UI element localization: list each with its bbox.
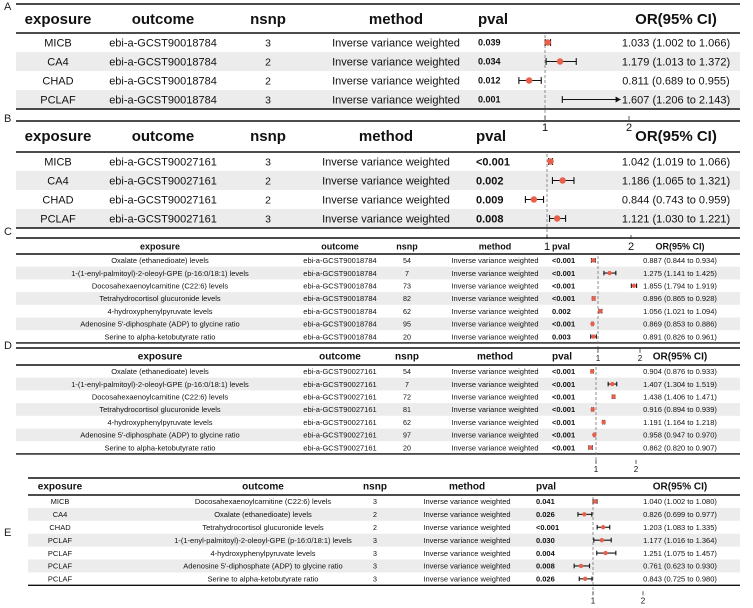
cell-nsnp: 3 bbox=[373, 536, 377, 545]
cell-pval: <0.001 bbox=[552, 392, 576, 402]
or-point bbox=[583, 577, 587, 581]
header-outcome: outcome bbox=[321, 241, 359, 252]
cell-outcome: ebi-a-GCST90027161 bbox=[109, 213, 217, 226]
cell-or-text: 1.607 (1.206 to 2.143) bbox=[621, 94, 731, 107]
cell-method: Inverse variance weighted bbox=[332, 56, 460, 69]
cell-nsnp: 3 bbox=[265, 157, 271, 169]
cell-outcome: ebi-a-GCST90018784 bbox=[303, 332, 377, 342]
cell-nsnp: 2 bbox=[373, 523, 377, 532]
forest-plot-a bbox=[0, 0, 753, 134]
or-point bbox=[582, 512, 586, 516]
cell-pval: 0.026 bbox=[536, 574, 555, 584]
cell-pval: <0.001 bbox=[552, 367, 576, 377]
cell-exposure: CHAD bbox=[42, 194, 74, 207]
cell-or-text: 1.855 (1.794 to 1.919) bbox=[643, 281, 717, 291]
cell-or-text: 0.843 (0.725 to 0.980) bbox=[643, 574, 717, 584]
cell-pval: 0.008 bbox=[476, 213, 504, 226]
header-method: method bbox=[358, 128, 414, 146]
cell-or-text: 1.191 (1.164 to 1.218) bbox=[643, 417, 717, 427]
header-or: OR(95% CI) bbox=[635, 128, 717, 146]
cell-method: Inverse variance weighted bbox=[322, 213, 450, 226]
header-exposure: exposure bbox=[139, 241, 181, 252]
cell-exposure: Adenosine 5'-diphosphate (ADP) to glycine ratio bbox=[80, 430, 240, 440]
cell-nsnp: 62 bbox=[403, 418, 411, 427]
or-point bbox=[590, 369, 594, 373]
cell-outcome: ebi-a-GCST90018784 bbox=[109, 37, 217, 50]
cell-method: Inverse variance weighted bbox=[423, 497, 511, 507]
cell-pval: <0.001 bbox=[536, 522, 560, 532]
or-point bbox=[557, 58, 563, 64]
cell-outcome: Tetrahydrocortisol glucuronide levels bbox=[202, 522, 324, 532]
cell-outcome: ebi-a-GCST90027161 bbox=[303, 405, 377, 415]
cell-or-text: 0.869 (0.853 to 0.886) bbox=[643, 319, 717, 329]
cell-exposure: CA4 bbox=[52, 510, 68, 520]
or-point bbox=[601, 420, 605, 424]
cell-or-text: 1.275 (1.141 to 1.425) bbox=[643, 268, 717, 278]
header-nsnp: nsnp bbox=[396, 241, 418, 252]
cell-exposure: PCLAF bbox=[40, 213, 76, 226]
cell-nsnp: 3 bbox=[265, 95, 271, 107]
cell-outcome: Oxalate (ethanedioate) levels bbox=[214, 510, 312, 520]
cell-method: Inverse variance weighted bbox=[423, 535, 511, 545]
cell-or-text: 0.916 (0.894 to 0.939) bbox=[643, 405, 717, 415]
cell-method: Inverse variance weighted bbox=[451, 319, 539, 329]
header-exposure: exposure bbox=[24, 11, 92, 29]
cell-pval: 0.009 bbox=[476, 194, 504, 207]
or-point bbox=[601, 525, 605, 529]
cell-exposure: MICB bbox=[44, 37, 72, 50]
cell-nsnp: 72 bbox=[403, 393, 411, 402]
panel-d bbox=[0, 338, 753, 474]
cell-method: Inverse variance weighted bbox=[451, 379, 539, 389]
cell-outcome: ebi-a-GCST90027161 bbox=[303, 430, 377, 440]
cell-method: Inverse variance weighted bbox=[423, 574, 511, 584]
axis-tick-label: 1 bbox=[541, 122, 549, 134]
cell-exposure: Tetrahydrocortisol glucuronide levels bbox=[99, 294, 221, 304]
cell-exposure: Oxalate (ethanedioate) levels bbox=[111, 256, 209, 266]
cell-method: Inverse variance weighted bbox=[451, 367, 539, 377]
cell-exposure: Oxalate (ethanedioate) levels bbox=[111, 367, 209, 377]
header-nsnp: nsnp bbox=[250, 128, 286, 146]
cell-nsnp: 3 bbox=[373, 498, 377, 507]
cell-nsnp: 97 bbox=[403, 431, 411, 440]
cell-or-text: 1.186 (1.065 to 1.321) bbox=[621, 175, 731, 188]
or-point bbox=[526, 77, 532, 83]
header-pval: pval bbox=[552, 241, 571, 252]
header-pval: pval bbox=[552, 351, 573, 363]
header-method: method bbox=[478, 241, 512, 252]
cell-or-text: 0.761 (0.623 to 0.930) bbox=[643, 561, 717, 571]
cell-method: Inverse variance weighted bbox=[332, 37, 460, 50]
cell-exposure: Docosahexaenoylcarnitine (C22:6) levels bbox=[91, 281, 229, 291]
cell-outcome: ebi-a-GCST90027161 bbox=[303, 392, 377, 402]
cell-outcome: ebi-a-GCST90018784 bbox=[109, 94, 217, 107]
cell-method: Inverse variance weighted bbox=[451, 281, 539, 291]
cell-method: Inverse variance weighted bbox=[322, 175, 450, 188]
or-point bbox=[591, 258, 595, 262]
or-point bbox=[603, 551, 607, 555]
cell-or-text: 1.177 (1.016 to 1.364) bbox=[643, 535, 717, 545]
panel-label: E bbox=[4, 527, 12, 539]
cell-outcome: ebi-a-GCST90027161 bbox=[109, 156, 217, 169]
cell-exposure: CHAD bbox=[49, 522, 71, 532]
header-nsnp: nsnp bbox=[250, 11, 286, 29]
cell-method: Inverse variance weighted bbox=[332, 94, 460, 107]
axis-tick-label: 1 bbox=[593, 464, 599, 474]
cell-nsnp: 81 bbox=[403, 406, 411, 415]
or-point bbox=[593, 499, 597, 503]
cell-outcome: ebi-a-GCST90027161 bbox=[303, 443, 377, 453]
cell-outcome: 1-(1-enyl-palmitoyl)-2-oleoyl-GPE (p-16:0/18:1) levels bbox=[174, 535, 352, 545]
cell-nsnp: 3 bbox=[265, 214, 271, 226]
cell-pval: 0.002 bbox=[476, 175, 504, 188]
header-method: method bbox=[368, 11, 424, 29]
cell-outcome: ebi-a-GCST90027161 bbox=[303, 379, 377, 389]
cell-method: Inverse variance weighted bbox=[322, 156, 450, 169]
or-point bbox=[590, 322, 594, 326]
row-stripe bbox=[28, 534, 740, 547]
cell-outcome: ebi-a-GCST90018784 bbox=[303, 268, 377, 278]
cell-method: Inverse variance weighted bbox=[451, 268, 539, 278]
cell-method: Inverse variance weighted bbox=[423, 510, 511, 520]
axis-tick-label: 1 bbox=[543, 241, 551, 253]
panel-a bbox=[0, 0, 753, 134]
cell-or-text: 1.033 (1.002 to 1.066) bbox=[621, 37, 731, 50]
header-or: OR(95% CI) bbox=[652, 351, 708, 363]
or-point bbox=[579, 564, 583, 568]
cell-pval: 0.003 bbox=[552, 332, 571, 342]
axis-tick-label: 2 bbox=[625, 122, 633, 134]
cell-or-text: 1.407 (1.304 to 1.519) bbox=[643, 379, 717, 389]
or-point bbox=[590, 407, 594, 411]
cell-nsnp: 2 bbox=[373, 511, 377, 520]
or-point bbox=[559, 177, 565, 183]
cell-nsnp: 54 bbox=[403, 368, 411, 377]
cell-pval: <0.001 bbox=[552, 281, 576, 291]
cell-nsnp: 73 bbox=[403, 282, 411, 291]
panel-label: B bbox=[4, 113, 12, 125]
cell-exposure: PCLAF bbox=[40, 94, 76, 107]
cell-or-text: 1.438 (1.406 to 1.471) bbox=[643, 392, 717, 402]
or-point bbox=[547, 158, 553, 164]
cell-exposure: 1-(1-enyl-palmitoyl)-2-oleoyl-GPE (p-16:0/18:1) levels bbox=[71, 379, 249, 389]
cell-method: Inverse variance weighted bbox=[451, 417, 539, 427]
cell-pval: 0.030 bbox=[536, 535, 555, 545]
panel-label: D bbox=[4, 340, 12, 352]
cell-exposure: Adenosine 5'-diphosphate (ADP) to glycine ratio bbox=[80, 319, 240, 329]
cell-pval: 0.008 bbox=[536, 561, 555, 571]
cell-exposure: PCLAF bbox=[47, 561, 73, 571]
cell-or-text: 0.844 (0.743 to 0.959) bbox=[621, 194, 731, 207]
header-exposure: exposure bbox=[37, 481, 83, 493]
header-pval: pval bbox=[478, 11, 509, 29]
header-or: OR(95% CI) bbox=[655, 241, 705, 252]
cell-nsnp: 3 bbox=[373, 549, 377, 558]
axis-tick-label: 2 bbox=[627, 241, 635, 253]
cell-nsnp: 2 bbox=[265, 76, 271, 88]
cell-exposure: MICB bbox=[44, 156, 72, 169]
forest-plot-c bbox=[0, 224, 753, 363]
cell-pval: 0.012 bbox=[478, 75, 501, 86]
cell-pval: <0.001 bbox=[552, 268, 576, 278]
cell-outcome: Docosahexaenoylcarnitine (C22:6) levels bbox=[194, 497, 332, 507]
cell-nsnp: 3 bbox=[373, 562, 377, 571]
header-pval: pval bbox=[536, 481, 557, 493]
cell-method: Inverse variance weighted bbox=[322, 194, 450, 207]
or-point bbox=[531, 196, 537, 202]
axis-tick-label: 1 bbox=[595, 353, 601, 363]
or-point bbox=[632, 284, 636, 288]
cell-outcome: Adenosine 5'-diphosphate (ADP) to glycine ratio bbox=[183, 561, 343, 571]
cell-or-text: 0.958 (0.947 to 0.970) bbox=[643, 430, 717, 440]
cell-nsnp: 2 bbox=[265, 195, 271, 207]
header-outcome: outcome bbox=[131, 128, 195, 146]
or-point bbox=[591, 296, 595, 300]
cell-nsnp: 3 bbox=[265, 38, 271, 50]
cell-outcome: ebi-a-GCST90027161 bbox=[303, 367, 377, 377]
cell-pval: <0.001 bbox=[476, 156, 510, 169]
cell-or-text: 0.826 (0.699 to 0.977) bbox=[643, 510, 717, 520]
axis-tick-label: 2 bbox=[637, 353, 643, 363]
cell-outcome: 4-hydroxyphenylpyruvate levels bbox=[210, 548, 316, 558]
cell-outcome: ebi-a-GCST90027161 bbox=[303, 417, 377, 427]
panel-b bbox=[0, 112, 753, 253]
header-outcome: outcome bbox=[319, 351, 361, 363]
header-pval: pval bbox=[476, 128, 507, 146]
cell-outcome: ebi-a-GCST90027161 bbox=[109, 175, 217, 188]
cell-exposure: PCLAF bbox=[47, 535, 73, 545]
or-point bbox=[607, 271, 611, 275]
cell-nsnp: 2 bbox=[265, 176, 271, 188]
cell-or-text: 1.203 (1.083 to 1.335) bbox=[643, 522, 717, 532]
cell-exposure: Docosahexaenoylcarnitine (C22:6) levels bbox=[91, 392, 229, 402]
or-point bbox=[554, 215, 560, 221]
row-stripe bbox=[28, 508, 740, 521]
header-method: method bbox=[448, 481, 486, 493]
cell-pval: <0.001 bbox=[552, 379, 576, 389]
header-method: method bbox=[476, 351, 514, 363]
cell-nsnp: 20 bbox=[403, 444, 411, 453]
cell-or-text: 0.887 (0.844 to 0.934) bbox=[643, 256, 717, 266]
cell-method: Inverse variance weighted bbox=[423, 548, 511, 558]
cell-exposure: 4-hydroxyphenylpyruvate levels bbox=[107, 417, 213, 427]
panel-label: C bbox=[4, 226, 12, 238]
cell-exposure: PCLAF bbox=[47, 574, 73, 584]
cell-nsnp: 82 bbox=[403, 295, 411, 304]
cell-or-text: 1.056 (1.021 to 1.094) bbox=[643, 306, 717, 316]
cell-exposure: CA4 bbox=[47, 175, 69, 188]
cell-method: Inverse variance weighted bbox=[423, 522, 511, 532]
cell-exposure: MICB bbox=[50, 497, 70, 507]
cell-pval: 0.041 bbox=[536, 497, 555, 507]
cell-or-text: 1.042 (1.019 to 1.066) bbox=[621, 156, 731, 169]
cell-outcome: ebi-a-GCST90018784 bbox=[303, 281, 377, 291]
panel-e bbox=[0, 466, 753, 606]
cell-method: Inverse variance weighted bbox=[451, 443, 539, 453]
header-nsnp: nsnp bbox=[395, 351, 419, 363]
cell-pval: <0.001 bbox=[552, 294, 576, 304]
cell-or-text: 0.811 (0.689 to 0.955) bbox=[622, 75, 730, 88]
cell-or-text: 0.896 (0.865 to 0.928) bbox=[643, 294, 717, 304]
cell-outcome: Serine to alpha-ketobutyrate ratio bbox=[207, 574, 319, 584]
cell-method: Inverse variance weighted bbox=[451, 256, 539, 266]
cell-method: Inverse variance weighted bbox=[451, 332, 539, 342]
cell-pval: 0.039 bbox=[478, 37, 501, 48]
cell-outcome: ebi-a-GCST90027161 bbox=[109, 194, 217, 207]
or-point bbox=[598, 309, 602, 313]
cell-nsnp: 54 bbox=[403, 257, 411, 266]
cell-or-text: 0.891 (0.826 to 0.961) bbox=[643, 332, 717, 342]
axis-tick-label: 1 bbox=[590, 596, 596, 606]
cell-nsnp: 62 bbox=[403, 307, 411, 316]
cell-or-text: 1.251 (1.075 to 1.457) bbox=[643, 548, 717, 558]
or-point bbox=[600, 538, 604, 542]
cell-nsnp: 7 bbox=[405, 269, 409, 278]
cell-method: Inverse variance weighted bbox=[451, 306, 539, 316]
cell-exposure: PCLAF bbox=[47, 548, 73, 558]
cell-exposure: 1-(1-enyl-palmitoyl)-2-oleoyl-GPE (p-16:0/18:1) levels bbox=[71, 268, 249, 278]
cell-outcome: ebi-a-GCST90018784 bbox=[303, 319, 377, 329]
or-point bbox=[611, 395, 615, 399]
cell-pval: 0.034 bbox=[478, 56, 501, 67]
cell-method: Inverse variance weighted bbox=[451, 405, 539, 415]
cell-method: Inverse variance weighted bbox=[451, 294, 539, 304]
cell-exposure: Serine to alpha-ketobutyrate ratio bbox=[104, 332, 216, 342]
header-outcome: outcome bbox=[131, 11, 195, 29]
cell-outcome: ebi-a-GCST90018784 bbox=[109, 75, 217, 88]
cell-outcome: ebi-a-GCST90018784 bbox=[303, 306, 377, 316]
cell-or-text: 1.121 (1.030 to 1.221) bbox=[621, 213, 731, 226]
cell-nsnp: 95 bbox=[403, 320, 411, 329]
cell-or-text: 0.904 (0.876 to 0.933) bbox=[643, 367, 717, 377]
cell-pval: 0.004 bbox=[536, 548, 555, 558]
cell-pval: <0.001 bbox=[552, 405, 576, 415]
cell-nsnp: 7 bbox=[405, 380, 409, 389]
panel-c bbox=[0, 224, 753, 363]
header-exposure: exposure bbox=[24, 128, 92, 146]
cell-pval: 0.001 bbox=[478, 94, 501, 105]
header-or: OR(95% CI) bbox=[635, 11, 717, 29]
cell-nsnp: 2 bbox=[265, 57, 271, 69]
header-nsnp: nsnp bbox=[363, 481, 387, 493]
cell-exposure: 4-hydroxyphenylpyruvate levels bbox=[107, 306, 213, 316]
cell-pval: <0.001 bbox=[552, 430, 576, 440]
forest-plot-e bbox=[0, 466, 753, 606]
cell-exposure: Tetrahydrocortisol glucuronide levels bbox=[99, 405, 221, 415]
cell-pval: <0.001 bbox=[552, 443, 576, 453]
forest-plot-d bbox=[0, 338, 753, 474]
cell-exposure: CA4 bbox=[47, 56, 69, 69]
cell-method: Inverse variance weighted bbox=[451, 392, 539, 402]
cell-pval: 0.002 bbox=[552, 306, 571, 316]
or-point bbox=[588, 445, 592, 449]
cell-pval: <0.001 bbox=[552, 319, 576, 329]
cell-nsnp: 3 bbox=[373, 575, 377, 584]
cell-pval: <0.001 bbox=[552, 417, 576, 427]
forest-plot-b bbox=[0, 112, 753, 253]
cell-outcome: ebi-a-GCST90018784 bbox=[109, 56, 217, 69]
or-point bbox=[545, 39, 551, 45]
or-point bbox=[610, 382, 614, 386]
cell-method: Inverse variance weighted bbox=[332, 75, 460, 88]
cell-pval: 0.026 bbox=[536, 510, 555, 520]
cell-outcome: ebi-a-GCST90018784 bbox=[303, 294, 377, 304]
axis-tick-label: 2 bbox=[640, 596, 646, 606]
panel-label: A bbox=[4, 1, 12, 13]
cell-nsnp: 20 bbox=[403, 333, 411, 342]
header-or: OR(95% CI) bbox=[652, 481, 708, 493]
header-exposure: exposure bbox=[137, 351, 183, 363]
cell-outcome: ebi-a-GCST90018784 bbox=[303, 256, 377, 266]
cell-pval: <0.001 bbox=[552, 256, 576, 266]
cell-or-text: 0.862 (0.820 to 0.907) bbox=[643, 443, 717, 453]
or-point bbox=[592, 433, 596, 437]
cell-or-text: 1.040 (1.002 to 1.080) bbox=[643, 497, 717, 507]
cell-exposure: Serine to alpha-ketobutyrate ratio bbox=[104, 443, 216, 453]
cell-method: Inverse variance weighted bbox=[451, 430, 539, 440]
cell-or-text: 1.179 (1.013 to 1.372) bbox=[621, 56, 731, 69]
row-stripe bbox=[28, 560, 740, 573]
axis-tick-label: 2 bbox=[633, 464, 639, 474]
cell-method: Inverse variance weighted bbox=[423, 561, 511, 571]
header-outcome: outcome bbox=[242, 481, 284, 493]
cell-exposure: CHAD bbox=[42, 75, 74, 88]
